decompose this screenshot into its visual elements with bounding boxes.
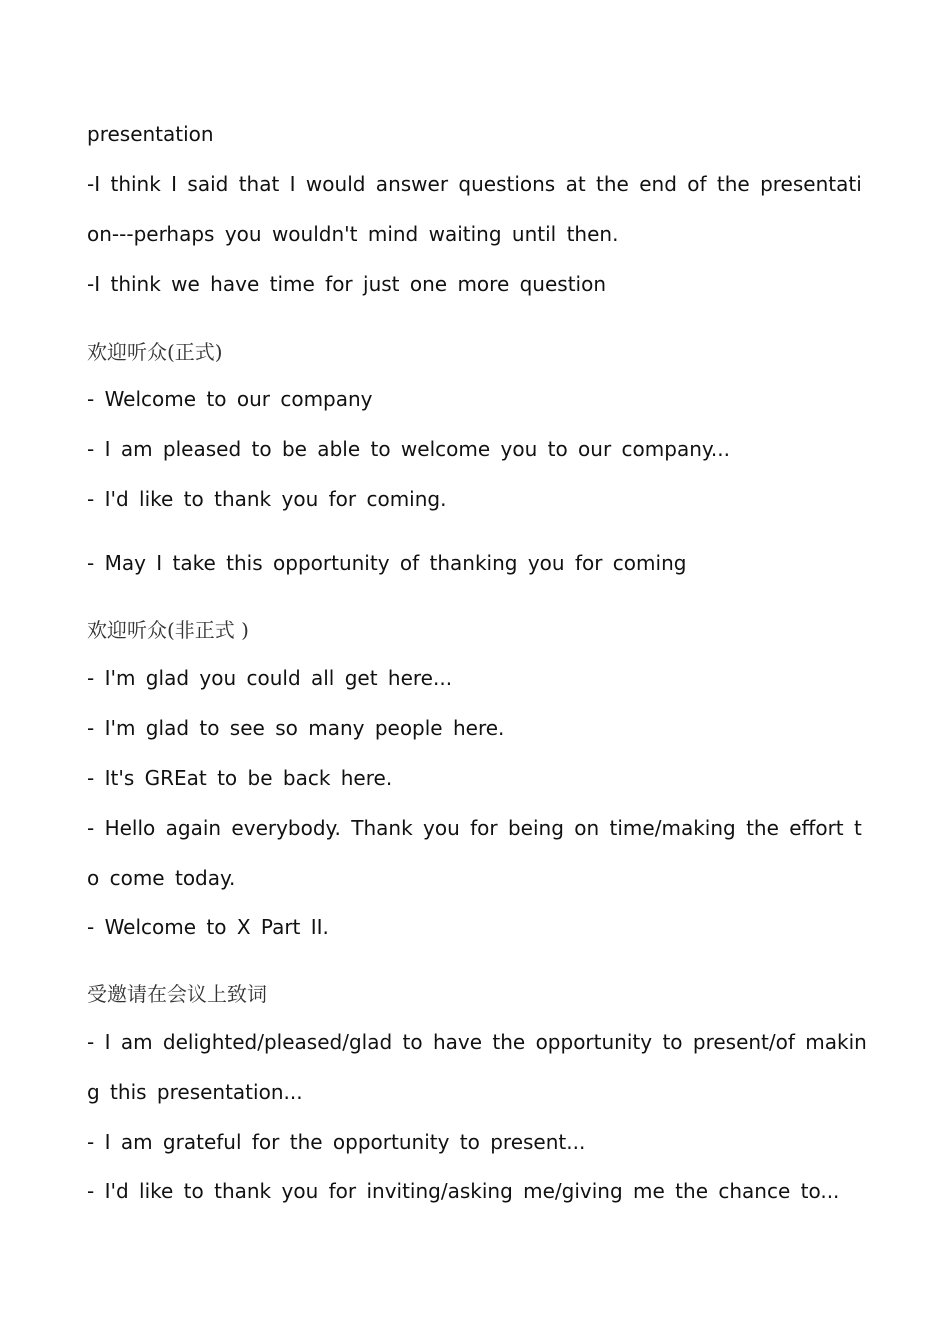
phrase-line: - I am delighted/pleased/glad to have the opportunity to present/of makin bbox=[87, 1030, 867, 1054]
phrase-line: - May I take this opportunity of thanking you for coming bbox=[87, 551, 687, 575]
phrase-line: - I'm glad to see so many people here. bbox=[87, 716, 505, 740]
phrase-line: - I'm glad you could all get here... bbox=[87, 666, 453, 690]
section-heading-invited-speech: 受邀请在会议上致词 bbox=[87, 982, 267, 1006]
phrase-line: - Welcome to X Part II. bbox=[87, 915, 329, 939]
section-heading-informal-welcome: 欢迎听众(非正式 ) bbox=[87, 618, 249, 642]
phrase-line: - It's GREat to be back here. bbox=[87, 766, 393, 790]
phrase-line: - I am pleased to be able to welcome you to our company... bbox=[87, 437, 730, 461]
section-heading-formal-welcome: 欢迎听众(正式) bbox=[87, 340, 223, 364]
phrase-line: - I'd like to thank you for inviting/asking me/giving me the chance to... bbox=[87, 1179, 840, 1203]
phrase-line: - I'd like to thank you for coming. bbox=[87, 487, 447, 511]
intro-line: -I think I said that I would answer questions at the end of the presentati bbox=[87, 172, 862, 196]
intro-line: -I think we have time for just one more question bbox=[87, 272, 607, 296]
phrase-line: o come today. bbox=[87, 866, 236, 890]
phrase-line: - Hello again everybody. Thank you for being on time/making the effort t bbox=[87, 816, 862, 840]
phrase-line: - Welcome to our company bbox=[87, 387, 373, 411]
intro-line: on---perhaps you wouldn't mind waiting until then. bbox=[87, 222, 619, 246]
phrase-line: g this presentation... bbox=[87, 1080, 303, 1104]
intro-line: presentation bbox=[87, 122, 214, 146]
phrase-line: - I am grateful for the opportunity to present... bbox=[87, 1130, 586, 1154]
